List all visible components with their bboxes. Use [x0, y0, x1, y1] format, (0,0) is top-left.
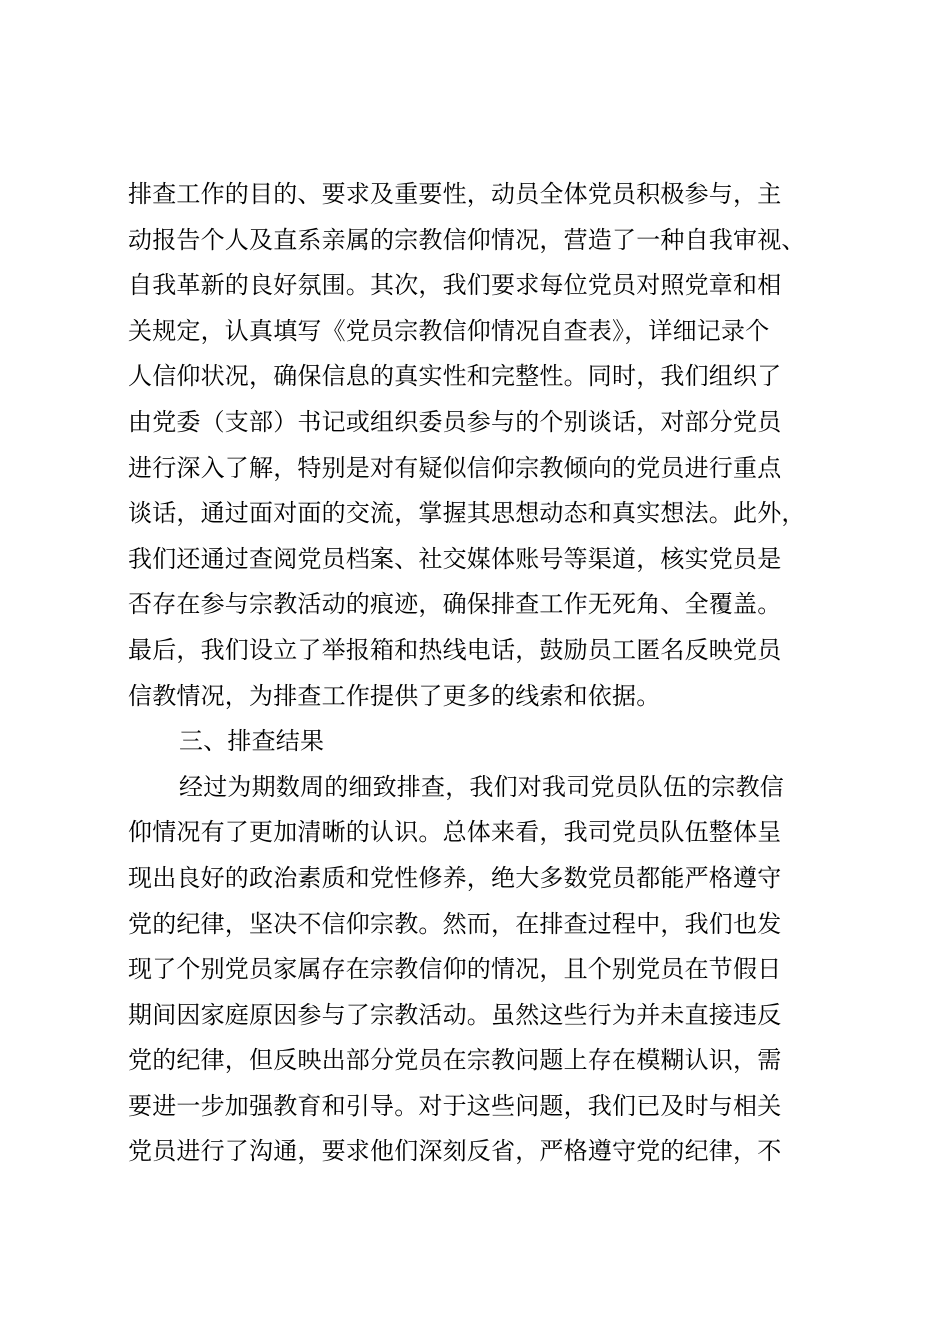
text-line: 动报告个人及直系亲属的宗教信仰情况，营造了一种自我审视、	[128, 225, 806, 254]
text-line: 谈话，通过面对面的交流，掌握其思想动态和真实想法。此外，	[128, 499, 806, 528]
text-line: 现出良好的政治素质和党性修养，绝大多数党员都能严格遵守	[128, 863, 782, 892]
text-line: 经过为期数周的细致排查，我们对我司党员队伍的宗教信	[179, 772, 784, 801]
text-line: 要进一步加强教育和引导。对于这些问题，我们已及时与相关	[128, 1091, 782, 1120]
section-heading: 三、排查结果	[179, 727, 325, 756]
paragraph-continuation	[128, 172, 840, 719]
text-line: 党员进行了沟通，要求他们深刻反省，严格遵守党的纪律，不	[128, 1137, 782, 1166]
text-line: 我们还通过查阅党员档案、社交媒体账号等渠道，核实党员是	[128, 544, 782, 573]
text-line: 党的纪律，但反映出部分党员在宗教问题上存在模糊认识，需	[128, 1046, 782, 1075]
text-line: 仰情况有了更加清晰的认识。总体来看，我司党员队伍整体呈	[128, 818, 782, 847]
text-line: 人信仰状况，确保信息的真实性和完整性。同时，我们组织了	[128, 362, 782, 391]
text-line: 进行深入了解，特别是对有疑似信仰宗教倾向的党员进行重点	[128, 453, 782, 482]
text-line: 现了个别党员家属存在宗教信仰的情况，且个别党员在节假日	[128, 955, 782, 984]
text-line: 由党委（支部）书记或组织委员参与的个别谈话，对部分党员	[128, 407, 782, 436]
paragraph-results	[128, 765, 840, 1175]
text-line: 最后，我们设立了举报箱和热线电话，鼓励员工匿名反映党员	[128, 635, 782, 664]
document-body	[128, 172, 840, 1175]
text-line: 关规定，认真填写《党员宗教信仰情况自查表》，详细记录个	[128, 316, 770, 345]
text-line: 期间因家庭原因参与了宗教活动。虽然这些行为并未直接违反	[128, 1000, 782, 1029]
text-line: 信教情况，为排查工作提供了更多的线索和依据。	[128, 681, 661, 710]
text-line: 否存在参与宗教活动的痕迹，确保排查工作无死角、全覆盖。	[128, 590, 782, 619]
text-line: 自我革新的良好氛围。其次，我们要求每位党员对照党章和相	[128, 271, 782, 300]
text-line: 党的纪律，坚决不信仰宗教。然而，在排查过程中，我们也发	[128, 909, 782, 938]
text-line: 排查工作的目的、要求及重要性，动员全体党员积极参与，主	[128, 180, 782, 208]
